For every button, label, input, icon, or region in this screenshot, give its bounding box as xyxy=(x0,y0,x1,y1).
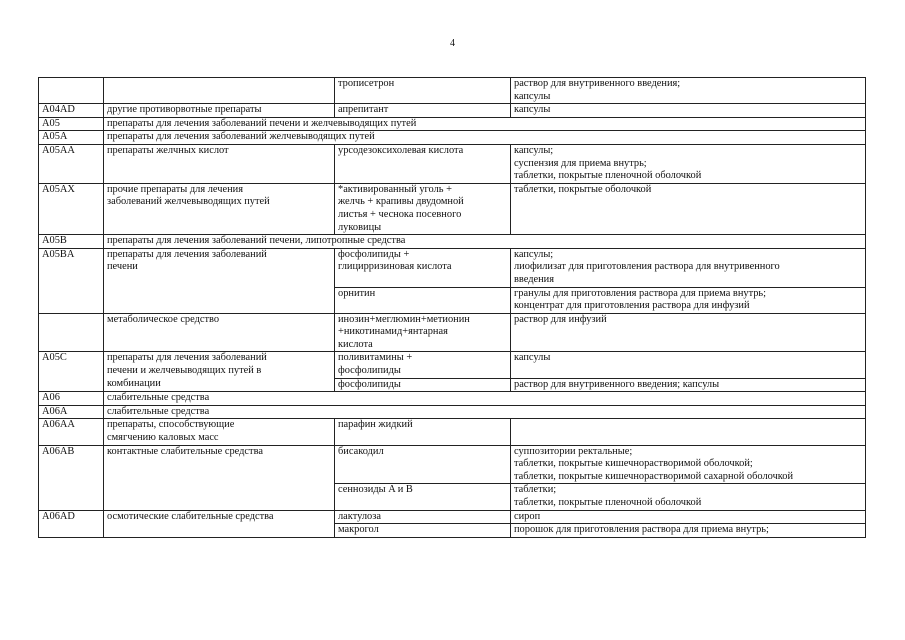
atc-code-cell: A06AA xyxy=(39,419,104,445)
drug-name-cell: трописетрон xyxy=(335,78,511,104)
group-cell: препараты, способствующие смягчению каловых масс xyxy=(104,419,335,445)
group-cell: другие противорвотные препараты xyxy=(104,104,335,118)
table-row xyxy=(39,313,866,352)
atc-code-cell: A06 xyxy=(39,392,104,406)
table-row xyxy=(39,117,866,131)
table-row xyxy=(39,183,866,234)
group-cell: метаболическое средство xyxy=(104,313,335,352)
dosage-form-cell: капсулы xyxy=(511,104,866,118)
drug-name-cell: урсодезоксихолевая кислота xyxy=(335,144,511,183)
atc-code-cell: A06AB xyxy=(39,445,104,510)
dosage-form-cell: капсулы; суспензия для приема внутрь; таблетки, покрытые пленочной оболочкой xyxy=(511,144,866,183)
group-cell: слабительные средства xyxy=(104,405,866,419)
drug-name-cell: макрогол xyxy=(335,524,511,538)
table-row xyxy=(39,510,866,524)
drug-table xyxy=(38,77,866,538)
table-row xyxy=(39,392,866,406)
atc-code-cell: A05AA xyxy=(39,144,104,183)
dosage-form-cell: таблетки; таблетки, покрытые пленочной оболочкой xyxy=(511,484,866,510)
group-cell: слабительные средства xyxy=(104,392,866,406)
atc-code-cell: A05AX xyxy=(39,183,104,234)
drug-name-cell: фосфолипиды + глицирризиновая кислота xyxy=(335,248,511,287)
group-cell: контактные слабительные средства xyxy=(104,445,335,510)
atc-code-cell: A05C xyxy=(39,352,104,392)
drug-name-cell: бисакодил xyxy=(335,445,511,484)
group-cell: прочие препараты для лечения заболеваний желчевыводящих путей xyxy=(104,183,335,234)
drug-name-cell: апрепитант xyxy=(335,104,511,118)
table-row xyxy=(39,248,866,287)
drug-name-cell: орнитин xyxy=(335,287,511,313)
dosage-form-cell: раствор для внутривенного введения; капсулы xyxy=(511,78,866,104)
table-row xyxy=(39,235,866,249)
group-cell: осмотические слабительные средства xyxy=(104,510,335,537)
group-cell: препараты для лечения заболеваний печени, липотропные средства xyxy=(104,235,866,249)
table-row xyxy=(39,445,866,484)
dosage-form-cell: капсулы xyxy=(511,352,866,378)
group-cell: препараты для лечения заболеваний печени и желчевыводящих путей xyxy=(104,117,866,131)
drug-name-cell: сеннозиды A и B xyxy=(335,484,511,510)
dosage-form-cell: капсулы; лиофилизат для приготовления раствора для внутривенного введения xyxy=(511,248,866,287)
atc-code-cell: A05A xyxy=(39,131,104,145)
drug-name-cell: инозин+меглюмин+метионин +никотинамид+янтарная кислота xyxy=(335,313,511,352)
dosage-form-cell: порошок для приготовления раствора для приема внутрь; xyxy=(511,524,866,538)
table-row xyxy=(39,104,866,118)
dosage-form-cell xyxy=(511,419,866,445)
atc-code-cell: A06A xyxy=(39,405,104,419)
drug-name-cell: лактулоза xyxy=(335,510,511,524)
drug-name-cell: фосфолипиды xyxy=(335,378,511,392)
dosage-form-cell: раствор для инфузий xyxy=(511,313,866,352)
table-row xyxy=(39,352,866,378)
atc-code-cell: A05BA xyxy=(39,248,104,313)
drug-name-cell: парафин жидкий xyxy=(335,419,511,445)
atc-code-cell xyxy=(39,78,104,104)
atc-code-cell: A05 xyxy=(39,117,104,131)
drug-name-cell: поливитамины + фосфолипиды xyxy=(335,352,511,378)
group-cell: препараты для лечения заболеваний желчевыводящих путей xyxy=(104,131,866,145)
table-row xyxy=(39,78,866,104)
page-number: 4 xyxy=(450,38,455,49)
atc-code-cell: A06AD xyxy=(39,510,104,537)
atc-code-cell xyxy=(39,313,104,352)
group-cell: препараты для лечения заболеваний печени xyxy=(104,248,335,313)
atc-code-cell: A05B xyxy=(39,235,104,249)
dosage-form-cell: раствор для внутривенного введения; капсулы xyxy=(511,378,866,392)
dosage-form-cell: сироп xyxy=(511,510,866,524)
drug-name-cell: *активированный уголь + желчь + крапивы двудомной листья + чеснока посевного луковицы xyxy=(335,183,511,234)
table-row xyxy=(39,144,866,183)
dosage-form-cell: гранулы для приготовления раствора для приема внутрь; концентрат для приготовления раствора для инфузий xyxy=(511,287,866,313)
table-row xyxy=(39,405,866,419)
table-row xyxy=(39,131,866,145)
dosage-form-cell: суппозитории ректальные; таблетки, покрытые кишечнорастворимой оболочкой; таблетки, покрытые кишечнорастворимой сахарной оболочкой xyxy=(511,445,866,484)
group-cell xyxy=(104,78,335,104)
group-cell: препараты желчных кислот xyxy=(104,144,335,183)
table-row xyxy=(39,419,866,445)
dosage-form-cell: таблетки, покрытые оболочкой xyxy=(511,183,866,234)
atc-code-cell: A04AD xyxy=(39,104,104,118)
group-cell: препараты для лечения заболеваний печени и желчевыводящих путей в комбинации xyxy=(104,352,335,392)
